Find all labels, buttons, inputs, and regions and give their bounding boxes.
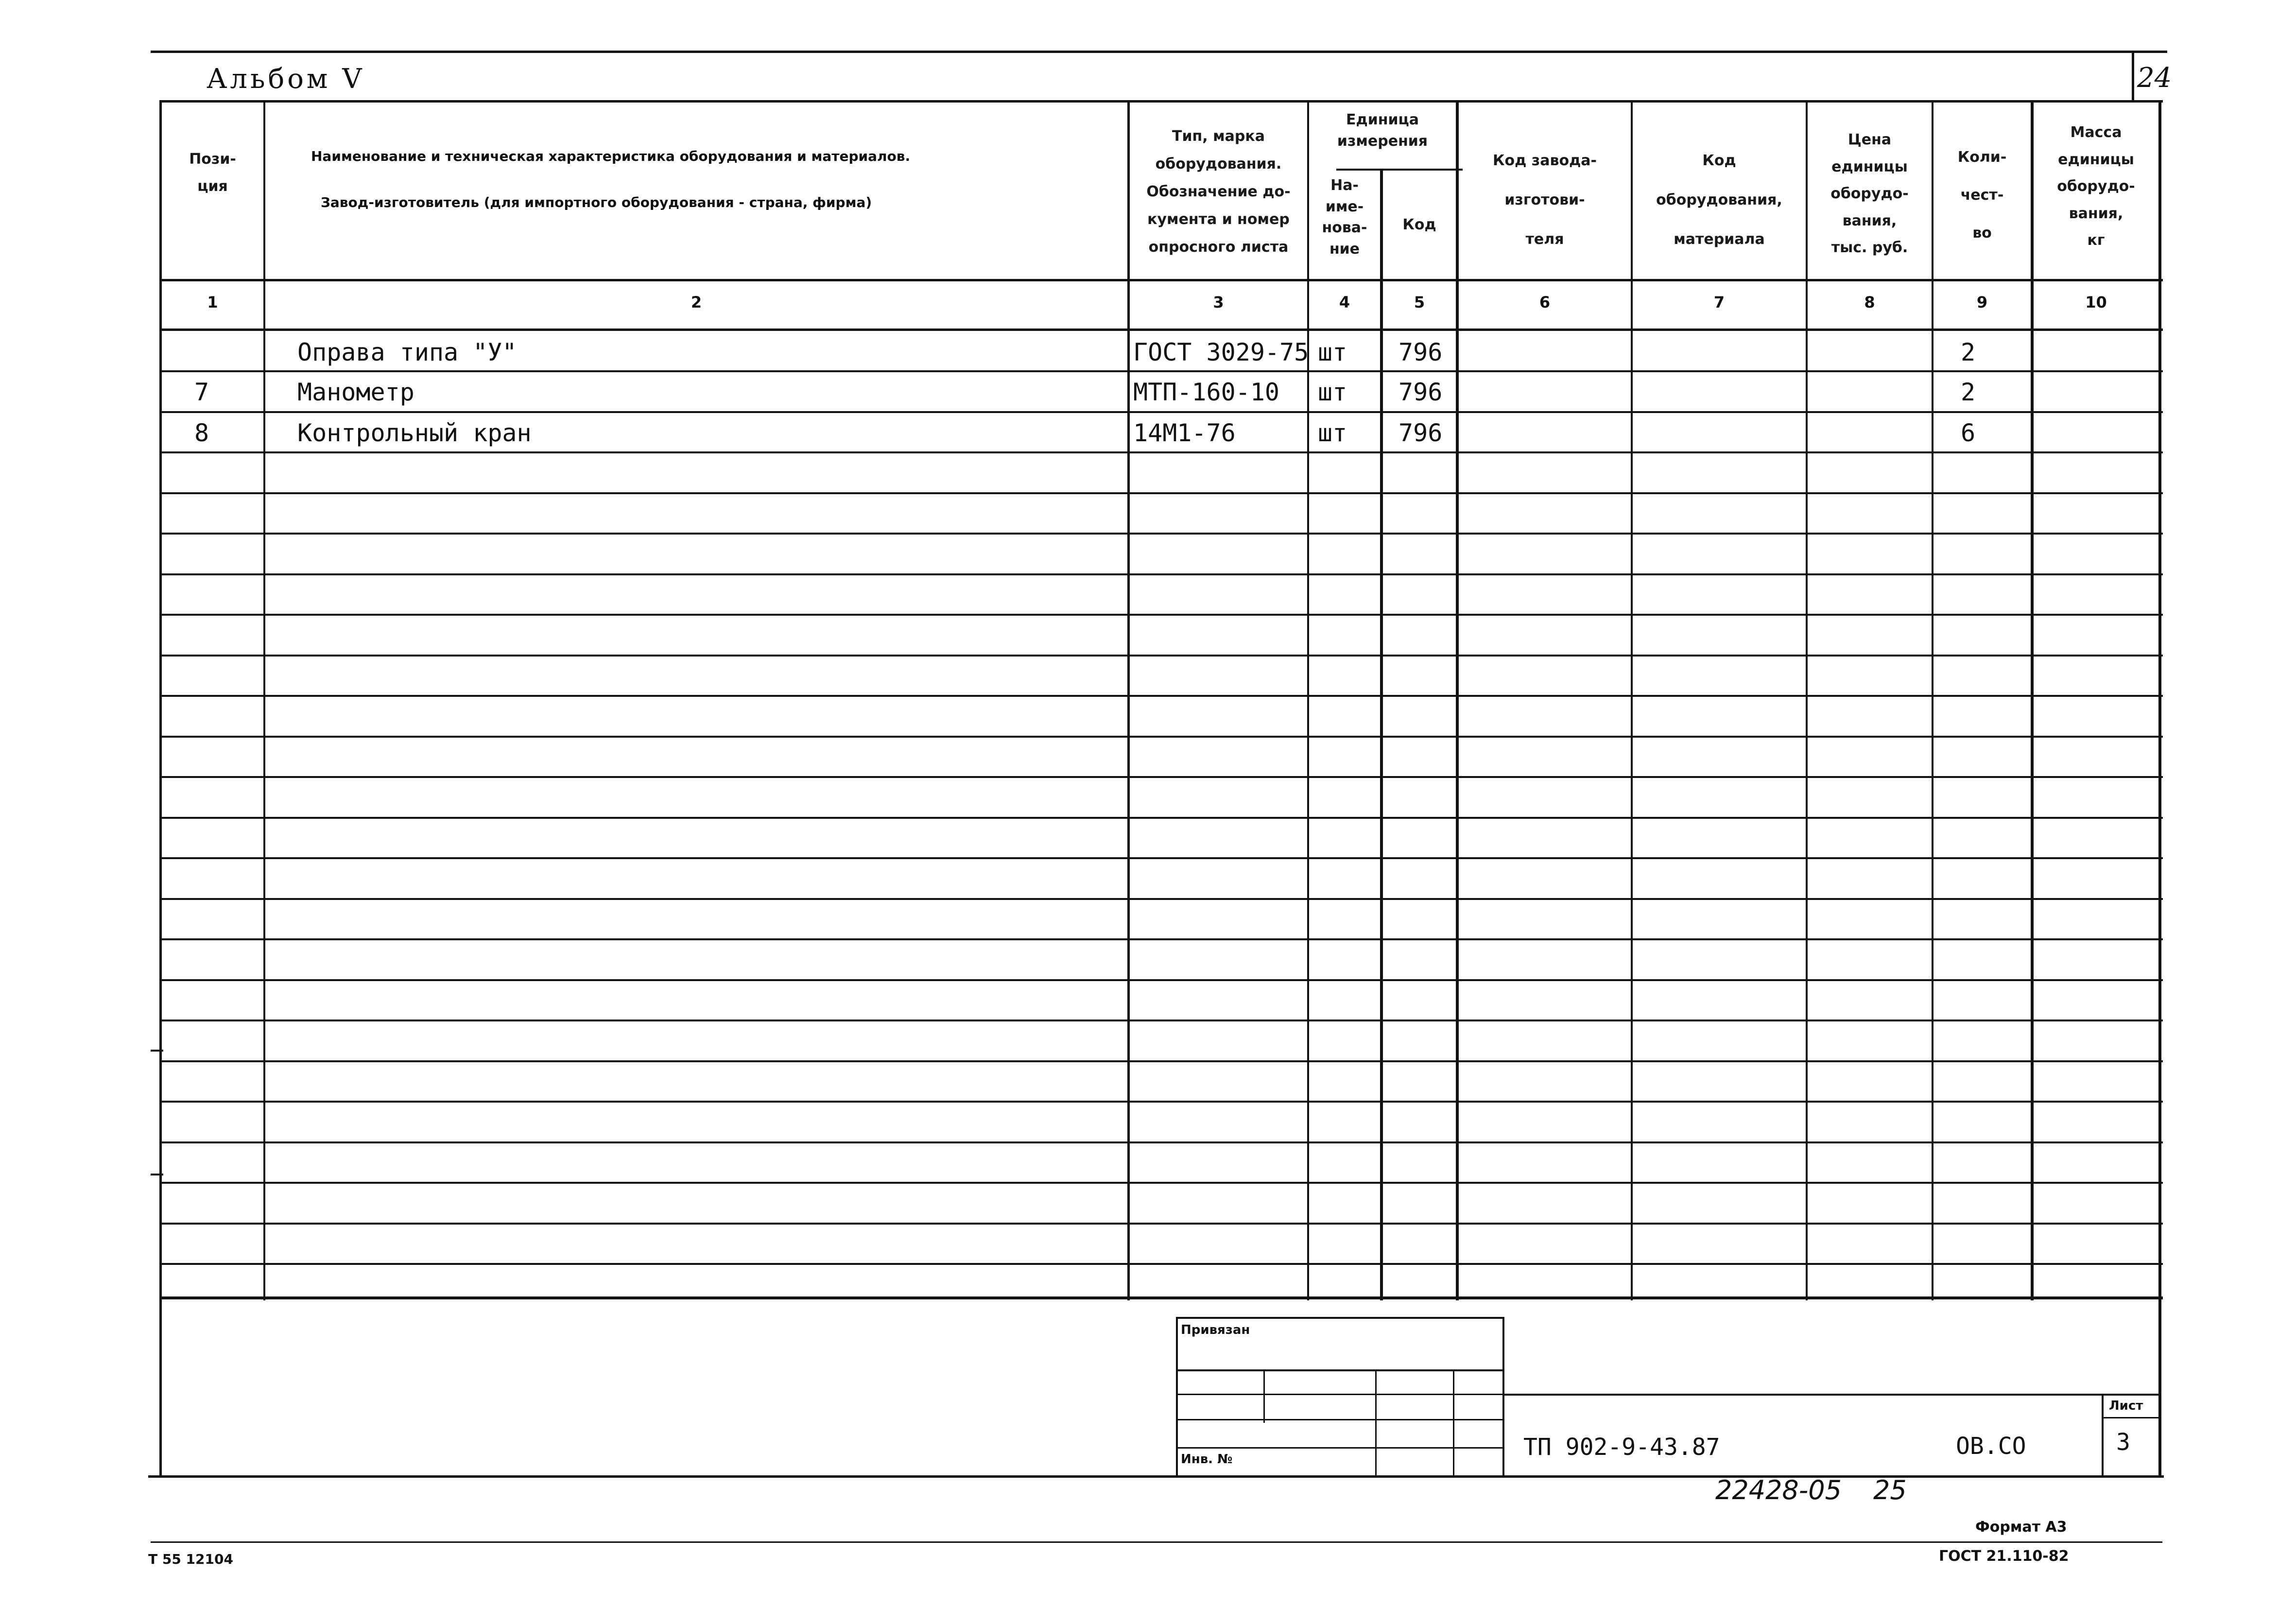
header-name-line1: Наименование и техническая характеристика оборудования и материалов. xyxy=(311,148,911,164)
row-separator xyxy=(159,1223,2163,1225)
row-separator xyxy=(159,370,2163,372)
header-quantity: Коли- чест- во xyxy=(1957,149,2007,242)
print-code: Т 55 12104 xyxy=(148,1551,233,1567)
row-separator xyxy=(159,573,2163,575)
row-separator xyxy=(159,695,2163,697)
row1-type: ГОСТ 3029-75 xyxy=(1133,338,1309,366)
column-number-1: 1 xyxy=(207,293,218,311)
header-unit-code: Код xyxy=(1402,216,1436,233)
header-unit-group: Единица измерения xyxy=(1337,111,1428,150)
row-separator xyxy=(159,1101,2163,1103)
sheet-number: 3 xyxy=(2116,1429,2130,1456)
row1-unit: шт xyxy=(1318,338,1347,366)
format-label: Формат А3 xyxy=(1975,1519,2067,1536)
page-number: 24 xyxy=(2137,62,2172,94)
header-unit-name: На- име- нова- ние xyxy=(1322,177,1367,258)
header-name-line2: Завод-изготовитель (для импортного оборудования - страна, фирма) xyxy=(321,194,872,210)
row1-quantity: 2 xyxy=(1961,338,1976,366)
sheet-label: Лист xyxy=(2109,1399,2143,1413)
row-separator xyxy=(159,655,2163,657)
row2-type: МТП-160-10 xyxy=(1133,378,1280,406)
row2-quantity: 2 xyxy=(1961,378,1976,406)
row2-unit: шт xyxy=(1318,378,1347,406)
row-separator xyxy=(159,817,2163,819)
row3-type: 14М1-76 xyxy=(1133,419,1236,447)
row-separator xyxy=(159,979,2163,981)
row-separator xyxy=(159,736,2163,738)
row-separator xyxy=(159,898,2163,900)
column-number-7: 7 xyxy=(1713,293,1725,311)
row2-code: 796 xyxy=(1398,378,1443,406)
header-mass: Масса единицы оборудо- вания, кг xyxy=(2057,124,2135,249)
row-separator xyxy=(159,776,2163,778)
row-separator xyxy=(159,1019,2163,1021)
row-separator xyxy=(159,1060,2163,1062)
album-title: Альбом V xyxy=(207,63,365,95)
column-number-8: 8 xyxy=(1864,293,1875,311)
column-number-10: 10 xyxy=(2085,293,2107,311)
row3-quantity: 6 xyxy=(1961,419,1976,447)
column-number-3: 3 xyxy=(1213,293,1224,311)
document-suffix: ОВ.СО xyxy=(1956,1433,2026,1460)
column-number-5: 5 xyxy=(1414,293,1425,311)
row-separator xyxy=(159,451,2163,453)
row-separator xyxy=(159,938,2163,940)
row-separator xyxy=(159,1263,2163,1265)
header-type: Тип, марка оборудования. Обозначение до- кумента и номер опросного листа xyxy=(1146,128,1291,256)
row3-position: 8 xyxy=(194,419,209,447)
row-separator xyxy=(159,857,2163,859)
handwritten-number: 22428-05 xyxy=(1715,1475,1842,1505)
header-price: Цена единицы оборудо- вания, тыс. руб. xyxy=(1830,131,1909,256)
row2-name: Манометр xyxy=(297,378,414,406)
row1-name: Оправа типа "У" xyxy=(297,338,517,366)
header-position: Пози- ция xyxy=(189,151,236,195)
row-separator xyxy=(159,614,2163,616)
row3-name: Контрольный кран xyxy=(297,419,532,447)
column-number-4: 4 xyxy=(1339,293,1350,311)
row2-position: 7 xyxy=(194,378,209,406)
row1-code: 796 xyxy=(1398,338,1443,366)
row-separator xyxy=(159,492,2163,494)
bound-label: Привязан xyxy=(1181,1323,1250,1337)
column-number-2: 2 xyxy=(691,293,702,311)
row-separator xyxy=(159,1182,2163,1184)
row3-code: 796 xyxy=(1398,419,1443,447)
column-number-6: 6 xyxy=(1539,293,1551,311)
row-separator xyxy=(159,533,2163,535)
row-separator xyxy=(159,1141,2163,1143)
document-code: ТП 902-9-43.87 xyxy=(1523,1434,1720,1461)
row3-unit: шт xyxy=(1318,419,1347,447)
row-separator xyxy=(159,411,2163,413)
handwritten-page: 25 xyxy=(1873,1475,1907,1505)
header-equipment-code: Код оборудования, материала xyxy=(1656,152,1782,248)
gost-label: ГОСТ 21.110-82 xyxy=(1939,1548,2069,1565)
column-number-9: 9 xyxy=(1976,293,1988,311)
inventory-label: Инв. № xyxy=(1181,1452,1233,1467)
header-factory-code: Код завода- изготови- теля xyxy=(1493,152,1597,248)
